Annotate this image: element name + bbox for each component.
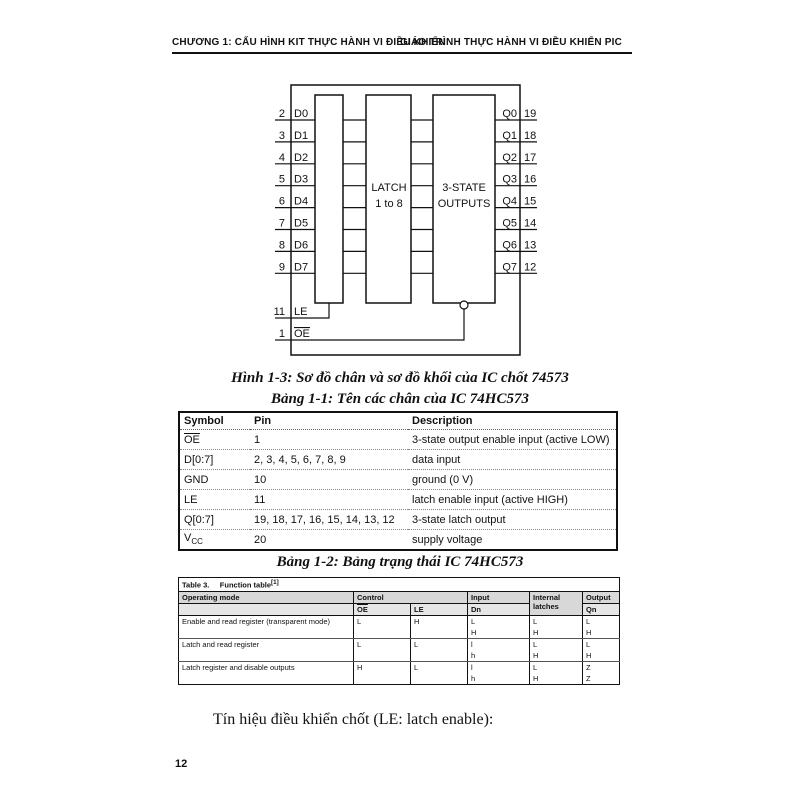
input-pin-label: D6 [294,239,309,252]
input-pin-number: 5 [278,173,285,186]
output-pin-number: 17 [524,151,537,164]
body-paragraph: Tín hiệu điều khiển chốt (LE: latch enable): [213,711,494,728]
oe-pin-label: OE [294,328,310,340]
input-pin-number: 8 [278,239,285,252]
input-pin-label: D7 [294,261,309,274]
col-internal-latches: Internal latches [530,591,583,615]
output-label-2: OUTPUTS [437,198,491,210]
col-control: Control [354,591,468,603]
output-pin-label: Q0 [502,108,517,120]
table-row: Latch register and disable outputs H L l L Z [179,661,620,673]
table-row: $V_{CC}$ 20 supply voltage [179,530,617,551]
oe-pin-number: 1 [278,328,285,340]
col-oe: $\overline{OE}$ [354,603,411,615]
input-pin-number: 9 [278,261,285,274]
le-pin-label: LE [294,306,308,318]
output-pin-label: Q7 [502,261,517,274]
page-number: 12 [175,758,188,770]
function-table [178,577,620,685]
latch-label-1: LATCH [371,182,407,194]
output-pin-number: 12 [524,261,537,274]
col-qn: Qn [583,603,620,615]
col-pin: Pin [250,412,408,430]
output-pin-label: Q3 [502,173,517,186]
table-row: GND 10 ground (0 V) [179,470,617,490]
table-row: Enable and read register (transparent mode) L H L L L [179,615,620,627]
col-input: Input [468,591,530,603]
output-pin-number: 18 [524,129,537,142]
table-row: LE 11 latch enable input (active HIGH) [179,490,617,510]
output-pin-number: 15 [524,195,537,208]
input-pin-label: D1 [294,129,309,142]
input-pin-label: D5 [294,217,309,230]
table-row: h H H [179,650,620,662]
function-table-note: [1] [271,579,279,586]
col-dn: Dn [468,603,530,615]
function-table-title: Function table [219,580,272,590]
table-row: h H Z [179,673,620,685]
latch-label-2: 1 to 8 [375,198,403,210]
table-caption-1: Bảng 1-1: Tên các chân của IC 74HC573 [271,391,529,407]
table-row: $\overline{OE}$ 1 3-state output enable input (active LOW) [179,430,617,450]
running-header-chapter: CHƯƠNG 1: CẤU HÌNH KIT THỰC HÀNH VI ĐIỀU KHIỂN [172,37,446,48]
input-pin-number: 2 [278,108,285,120]
le-pin-number: 11 [273,306,285,318]
table-row: Q[0:7] 19, 18, 17, 16, 15, 14, 13, 12 3-state latch output [179,510,617,530]
ic-outline [291,85,520,355]
output-pin-label: Q2 [502,151,517,164]
input-pin-number: 6 [278,195,285,208]
input-pin-number: 4 [278,151,285,164]
output-pin-label: Q5 [502,217,517,230]
col-output: Output [583,591,620,603]
table-row: Latch and read register L L l L L [179,638,620,650]
running-header-book-title: GIÁO TRÌNH THỰC HÀNH VI ĐIỀU KHIỂN PIC [399,37,622,48]
output-pin-number: 13 [524,239,537,252]
col-operating-mode: Operating mode [179,591,354,603]
input-pin-number: 7 [278,217,285,230]
input-pin-label: D0 [294,108,309,120]
block-diagram [0,0,800,380]
input-pin-label: D4 [294,195,309,208]
table-row: H H H [179,627,620,639]
input-pin-label: D2 [294,151,309,164]
output-pin-label: Q1 [502,129,517,142]
pin-description-table [178,411,618,551]
col-le: LE [411,603,468,615]
output-pin-number: 16 [524,173,537,186]
input-pin-number: 3 [278,129,285,142]
col-symbol: Symbol [179,412,250,430]
table-caption-2: Bảng 1-2: Bảng trạng thái IC 74HC573 [276,554,524,570]
figure-caption: Hình 1-3: Sơ đồ chân và sơ đồ khối của IC chốt 74573 [231,370,569,386]
function-table-number: Table 3. [182,580,210,590]
input-buffer-block [315,95,343,303]
col-description: Description [408,412,617,430]
output-pin-number: 19 [524,108,537,120]
output-label-1: 3-STATE [442,182,486,194]
output-pin-label: Q4 [502,195,517,208]
table-row: D[0:7] 2, 3, 4, 5, 6, 7, 8, 9 data input [179,450,617,470]
output-pin-number: 14 [524,217,537,230]
output-pin-label: Q6 [502,239,517,252]
input-pin-label: D3 [294,173,309,186]
